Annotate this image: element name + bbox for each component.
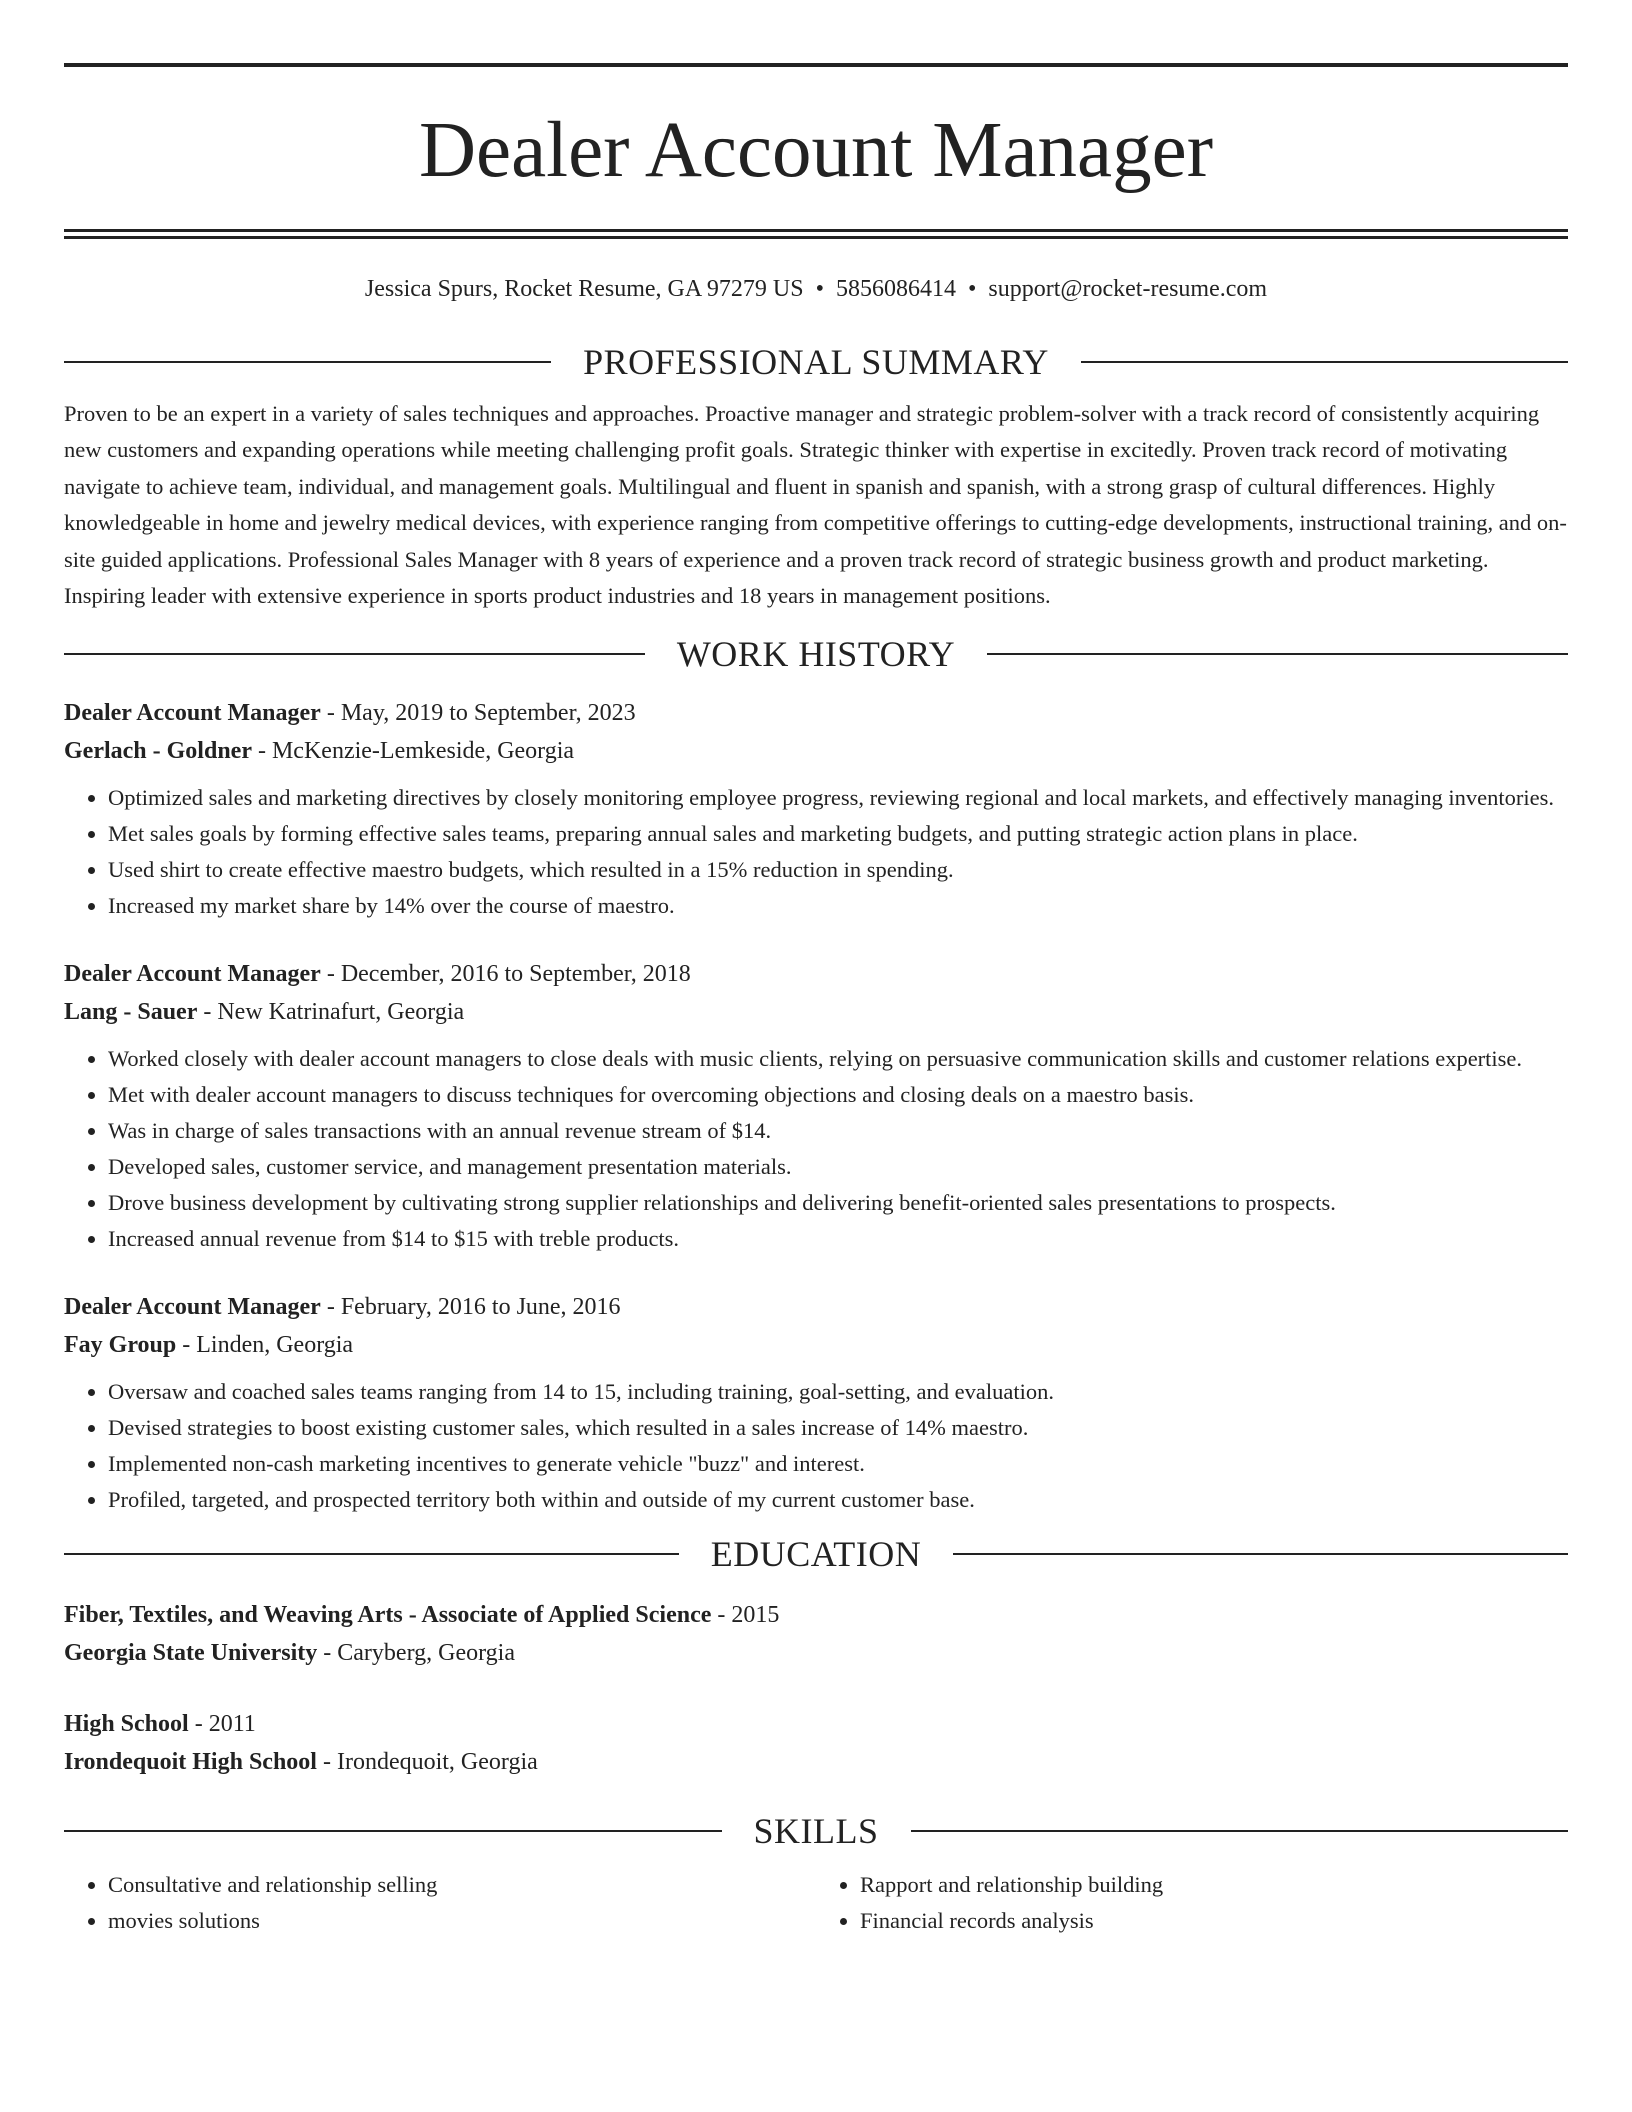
job-location: - McKenzie-Lemkeside, Georgia [251,738,575,765]
resume-title: Dealer Account Manager [418,107,1213,194]
resume-page [64,0,1568,1939]
list-item: • Met with dealer account managers to discuss techniques for overcoming objections and closing deals on a maestro basis. [108,1077,1568,1113]
school-location: - Caryberg, Georgia [317,1640,515,1667]
skill-item: • Consultative and relationship selling [108,1867,816,1903]
degree-year: - 2011 [188,1711,256,1738]
job-company-line [64,732,1568,770]
top-rule [64,63,1568,67]
skill-item: • Rapport and relationship building [860,1867,1568,1903]
school-line [64,1634,1568,1672]
job-company-line [64,1326,1568,1364]
heading-rule [911,1830,1569,1832]
job-location: - Linden, Georgia [176,1332,354,1359]
job-title-line [64,1288,1568,1326]
heading-rule [64,653,645,655]
school-location: - Irondequoit, Georgia [316,1749,538,1776]
list-item: • Met sales goals by forming effective sales teams, preparing annual sales and marketing budgets, and putting strategic action plans in place. [108,816,1568,852]
job-bullets [64,780,1568,924]
degree-line [64,1705,1568,1743]
list-item: • Profiled, targeted, and prospected territory both within and outside of my current customer base. [108,1482,1568,1518]
job-entry [64,1288,1568,1518]
section-title: SKILLS [753,1811,879,1852]
section-heading-work [64,632,1568,676]
contact-line [64,273,1568,305]
list-item: • Increased my market share by 14% over the course of maestro. [108,888,1568,924]
skills-list-left [64,1867,816,1939]
school-name: Georgia State University [64,1640,318,1667]
list-item: • Developed sales, customer service, and management presentation materials. [108,1149,1568,1185]
education-entry [64,1596,1568,1672]
job-title: Dealer Account Manager [64,1294,321,1321]
heading-rule [987,653,1568,655]
list-item: • Optimized sales and marketing directives by closely monitoring employee progress, reviewing regional and local markets, and effectively managing inventories. [108,780,1568,816]
skills-list-right [816,1867,1568,1939]
list-item: • Was in charge of sales transactions with an annual revenue stream of $14. [108,1113,1568,1149]
job-entry [64,955,1568,1257]
list-item: • Worked closely with dealer account managers to close deals with music clients, relying on persuasive communication skills and customer relations expertise. [108,1041,1568,1077]
school-line [64,1743,1568,1781]
list-item: • Devised strategies to boost existing customer sales, which resulted in a sales increase of 14% maestro. [108,1410,1568,1446]
section-title: PROFESSIONAL SUMMARY [583,342,1049,382]
section-title: EDUCATION [710,1534,922,1575]
list-item: • Increased annual revenue from $14 to $15 with treble products. [108,1221,1568,1257]
contact-email[interactable]: support@rocket-resume.com [988,276,1268,302]
degree-line [64,1596,1568,1634]
list-item: • Oversaw and coached sales teams ranging from 14 to 15, including training, goal-setting, and evaluation. [108,1374,1568,1410]
contact-address: Jessica Spurs, Rocket Resume, GA 97279 US [364,276,804,302]
list-item: • Drove business development by cultivating strong supplier relationships and delivering benefit-oriented sales presentations to prospects. [108,1185,1568,1221]
job-location: - New Katrinafurt, Georgia [197,999,465,1026]
heading-rule [64,1830,722,1832]
skills-columns [64,1867,1568,1939]
degree-year: - 2015 [711,1602,780,1629]
job-title-line [64,955,1568,993]
job-dates: - February, 2016 to June, 2016 [320,1294,621,1321]
school-name: Irondequoit High School [64,1749,317,1776]
double-rule [64,229,1568,239]
job-company: Gerlach - Goldner [64,738,252,765]
list-item: • Used shirt to create effective maestro budgets, which resulted in a 15% reduction in spending. [108,852,1568,888]
job-title-line [64,694,1568,732]
job-title: Dealer Account Manager [64,961,321,988]
job-bullets [64,1374,1568,1518]
heading-rule [64,361,551,363]
job-company-line [64,993,1568,1031]
job-dates: - May, 2019 to September, 2023 [320,700,636,727]
contact-phone: 5856086414 [835,276,956,302]
job-entry [64,694,1568,924]
job-dates: - December, 2016 to September, 2018 [320,961,691,988]
job-company: Lang - Sauer [64,999,198,1026]
list-item: • Implemented non-cash marketing incentives to generate vehicle "buzz" and interest. [108,1446,1568,1482]
section-heading-summary [64,340,1568,384]
degree-name: Fiber, Textiles, and Weaving Arts - Associate of Applied Science [64,1602,712,1629]
contact-separator: • [815,276,824,302]
job-title: Dealer Account Manager [64,700,321,727]
education-entry [64,1705,1568,1781]
section-heading-education [64,1532,1568,1576]
skill-item: • movies solutions [108,1903,816,1939]
heading-rule [953,1553,1568,1555]
contact-separator: • [967,276,977,302]
summary-text: Proven to be an expert in a variety of sales techniques and approaches. Proactive manager and strategic problem-solver with a track record of consistently acquiring new customers and expanding operations while meeting challenging profit goals. Strategic thinker with expertise in excitedly. Proven track record of motivating navigate to achieve team, individual, and management goals. Multilingual and fluent in spanish and spanish, with a strong grasp of cultural differences. Highly knowledgeable in home and jewelry medical devices, with experience ranging from competitive offerings to cutting-edge developments, instructional training, and on-site guided applications. Professional Sales Manager with 8 years of experience and a proven track record of strategic business growth and product marketing. Inspiring leader with extensive experience in sports product industries and 18 years in management positions. [64,401,1567,609]
heading-rule [64,1553,679,1555]
section-heading-skills [64,1809,1568,1853]
heading-rule [1081,361,1568,363]
job-bullets [64,1041,1568,1257]
job-company: Fay Group [64,1332,177,1359]
skill-item: • Financial records analysis [860,1903,1568,1939]
degree-name: High School [64,1711,189,1738]
section-title: WORK HISTORY [676,634,956,675]
